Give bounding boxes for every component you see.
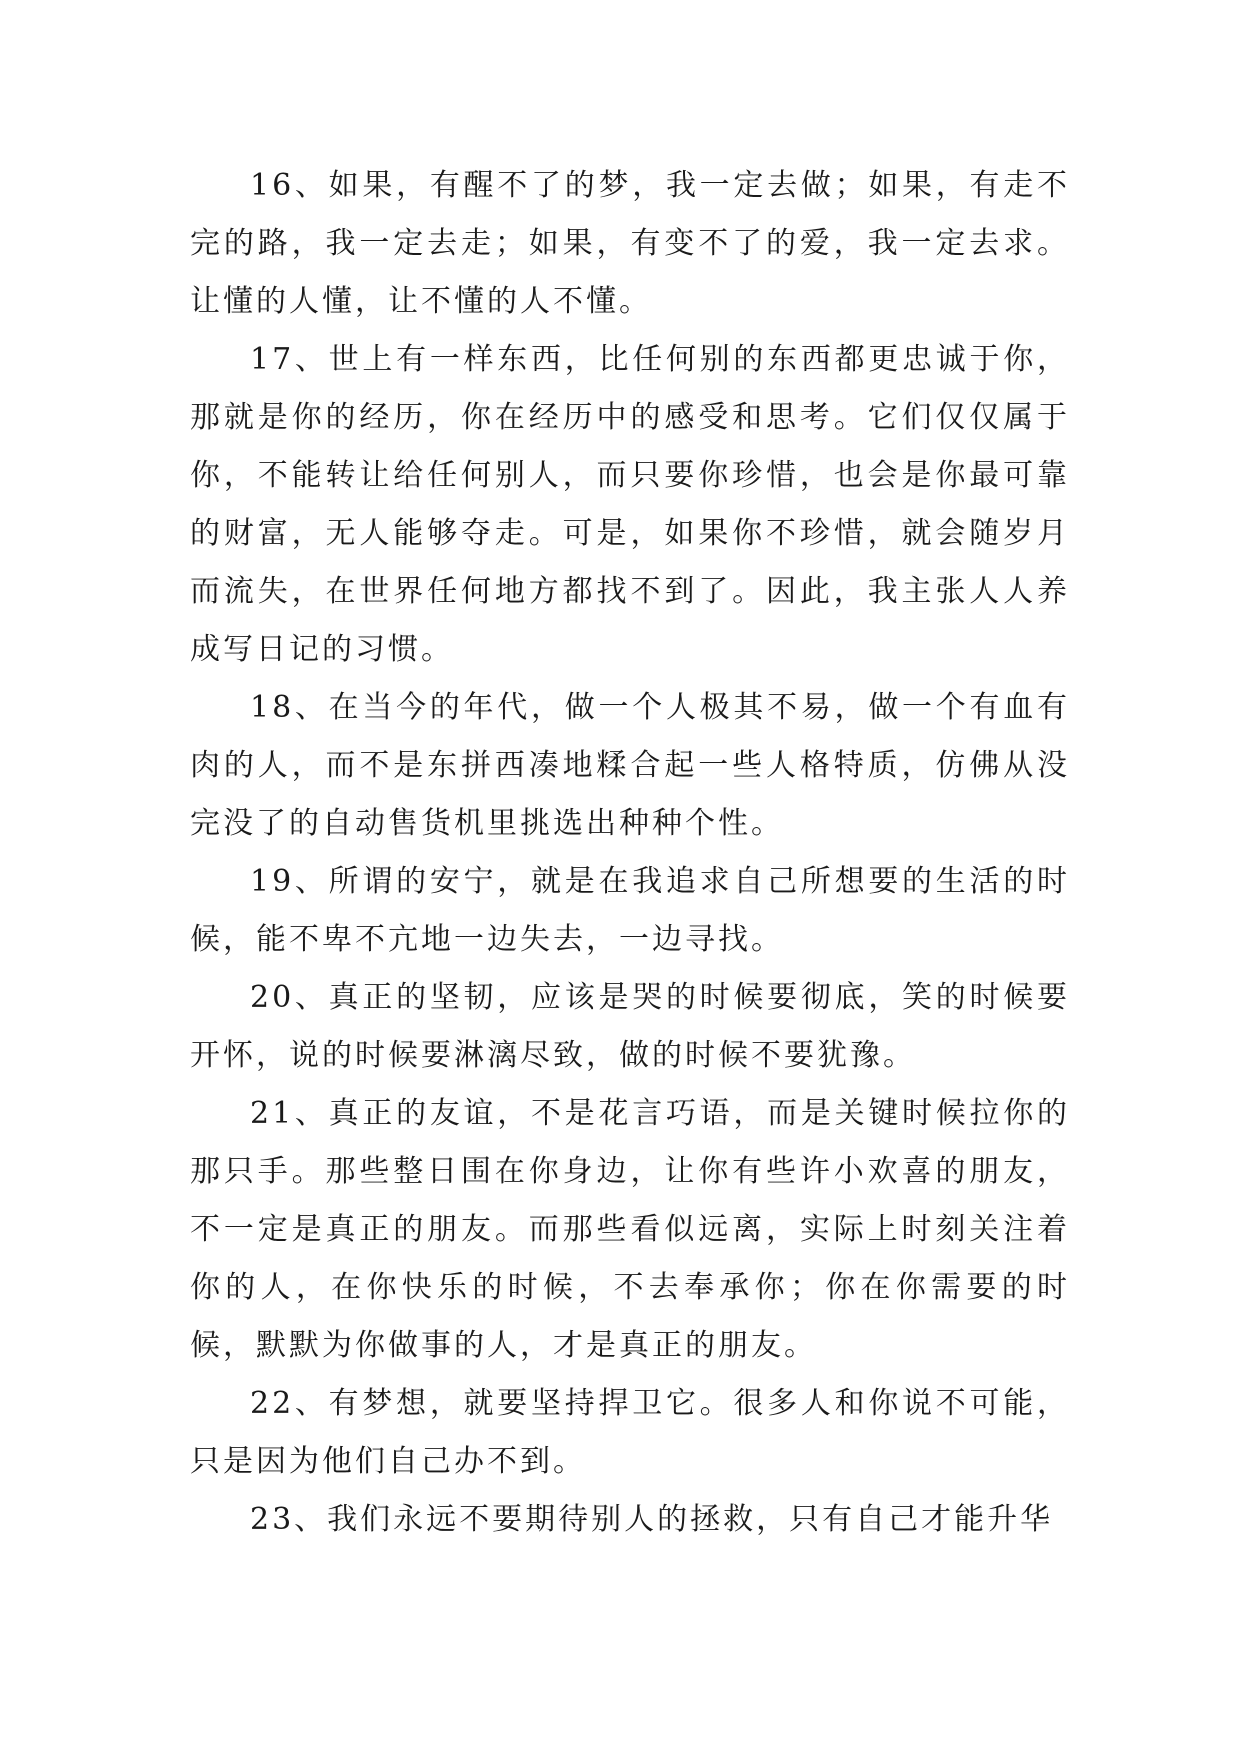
document-body (190, 157, 1070, 1549)
paragraph-18: 18、在当今的年代，做一个人极其不易，做一个有血有肉的人，而不是东拼西凑地糅合起一些人格特质，仿佛从没完没了的自动售货机里挑选出种种个性。 (190, 690, 1070, 841)
paragraph-23: 23、我们永远不要期待别人的拯救，只有自己才能升华 (250, 1502, 1054, 1537)
paragraph-16: 16、如果，有醒不了的梦，我一定去做；如果，有走不完的路，我一定去走；如果，有变不了的爱，我一定去求。让懂的人懂，让不懂的人不懂。 (190, 168, 1070, 319)
paragraph-17: 17、世上有一样东西，比任何别的东西都更忠诚于你，那就是你的经历，你在经历中的感受和思考。它们仅仅属于你，不能转让给任何别人，而只要你珍惜，也会是你最可靠的财富，无人能够夺走。可是，如果你不珍惜，就会随岁月而流失，在世界任何地方都找不到了。因此，我主张人人养成写日记的习惯。 (190, 342, 1070, 667)
paragraph-19: 19、所谓的安宁，就是在我追求自己所想要的生活的时候，能不卑不亢地一边失去，一边寻找。 (190, 864, 1070, 957)
paragraph-22: 22、有梦想，就要坚持捍卫它。很多人和你说不可能，只是因为他们自己办不到。 (190, 1386, 1070, 1479)
paragraph-21: 21、真正的友谊，不是花言巧语，而是关键时候拉你的那只手。那些整日围在你身边，让你有些许小欢喜的朋友，不一定是真正的朋友。而那些看似远离，实际上时刻关注着你的人，在你快乐的时候，不去奉承你；你在你需要的时候，默默为你做事的人，才是真正的朋友。 (190, 1096, 1070, 1363)
paragraph-20: 20、真正的坚韧，应该是哭的时候要彻底，笑的时候要开怀，说的时候要淋漓尽致，做的时候不要犹豫。 (190, 980, 1070, 1073)
